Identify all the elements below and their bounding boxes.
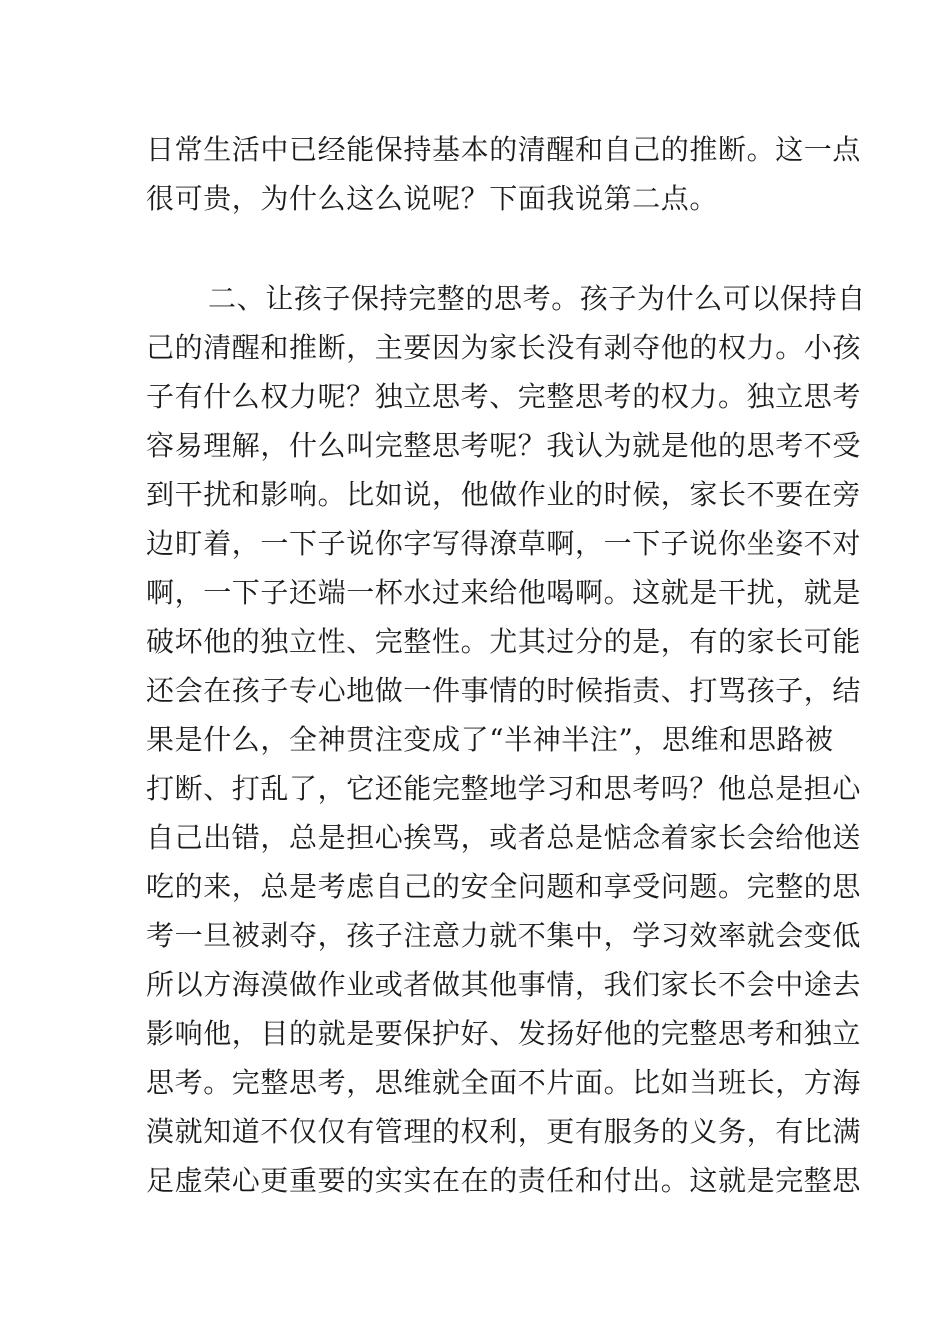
text-line: 自己出错，总是担心挨骂，或者总是惦念着家长会给他送: [146, 821, 862, 854]
text-line: 还会在孩子专心地做一件事情的时候指责、打骂孩子，结: [146, 674, 862, 707]
text-line: 日常生活中已经能保持基本的清醒和自己的推断。这一点: [146, 133, 862, 166]
text-line: 足虚荣心更重要的实实在在的责任和付出。这就是完整思: [146, 1164, 862, 1197]
text-line: 子有什么权力呢？独立思考、完整思考的权力。独立思考: [146, 380, 862, 413]
text-line: 果是什么，全神贯注变成了“半神半注”，思维和思路被: [146, 723, 834, 756]
text-line: 吃的来，总是考虑自己的安全问题和享受问题。完整的思: [146, 870, 862, 903]
text-line: 边盯着，一下子说你字写得潦草啊，一下子说你坐姿不对: [146, 527, 862, 560]
text-line: 啊，一下子还端一杯水过来给他喝啊。这就是干扰，就是: [146, 576, 862, 609]
text-line: 考一旦被剥夺，孩子注意力就不集中，学习效率就会变低: [146, 919, 862, 952]
text-line: 漠就知道不仅仅有管理的权利，更有服务的义务，有比满: [146, 1115, 862, 1148]
text-line: 影响他，目的就是要保护好、发扬好他的完整思考和独立: [146, 1017, 862, 1050]
text-line: 很可贵，为什么这么说呢？下面我说第二点。: [146, 182, 719, 215]
text-line: 所以方海漠做作业或者做其他事情，我们家长不会中途去: [146, 968, 862, 1001]
text-line: 思考。完整思考，思维就全面不片面。比如当班长，方海: [146, 1066, 862, 1099]
text-line: 破坏他的独立性、完整性。尤其过分的是，有的家长可能: [146, 625, 862, 658]
text-line: 容易理解，什么叫完整思考呢？我认为就是他的思考不受: [146, 429, 862, 462]
text-line: 打断、打乱了，它还能完整地学习和思考吗？他总是担心: [146, 772, 862, 805]
text-line: 到干扰和影响。比如说，他做作业的时候，家长不要在旁: [146, 478, 862, 511]
text-line: 二、让孩子保持完整的思考。孩子为什么可以保持自: [208, 282, 866, 315]
text-line: 己的清醒和推断，主要因为家长没有剥夺他的权力。小孩: [146, 331, 862, 364]
